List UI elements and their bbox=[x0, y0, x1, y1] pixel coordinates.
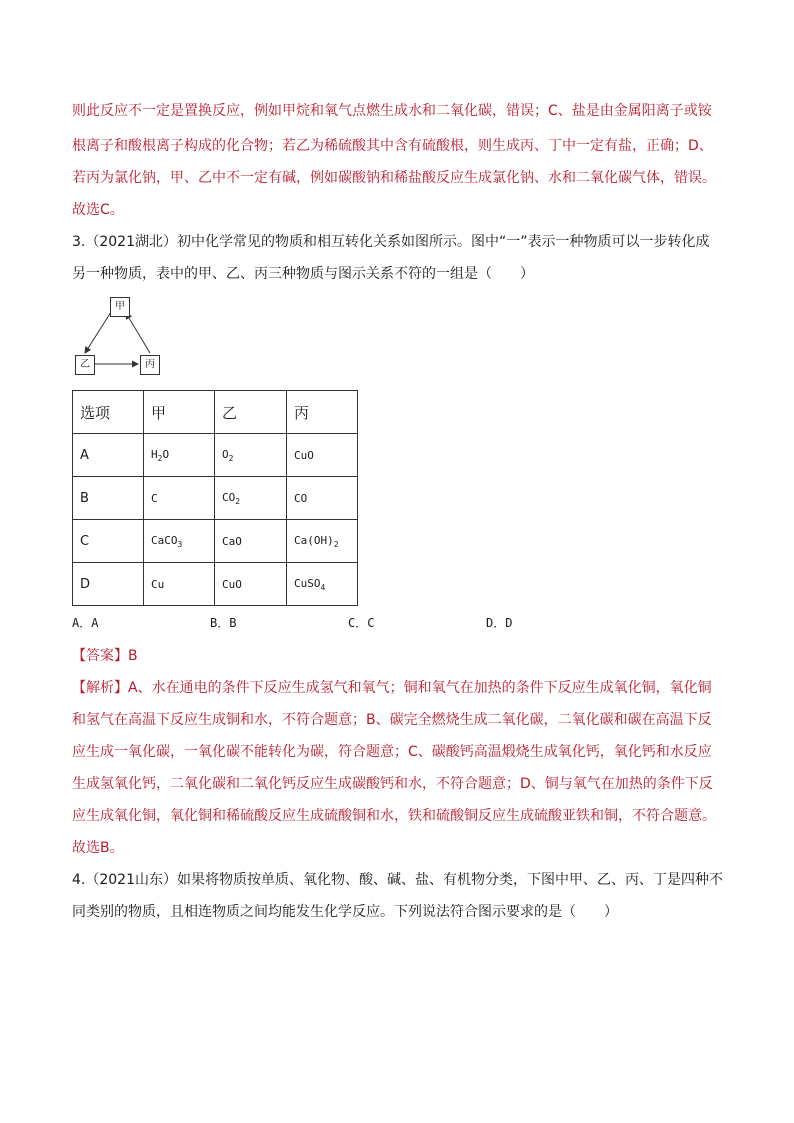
cell-jia bbox=[144, 520, 215, 563]
diagram-node-yi: 乙 bbox=[75, 355, 95, 375]
table-row bbox=[73, 477, 358, 520]
options-table bbox=[72, 390, 358, 606]
cell-jia bbox=[144, 477, 215, 520]
question3-stem-line-1: 3.（2021湖北）初中化学常见的物质和相互转化关系如图所示。图中“一”表示一种物质可以一步转化成 bbox=[72, 234, 710, 250]
question4-stem-line-1: 4.（2021山东）如果将物质按单质、氧化物、酸、碱、盐、有机物分类，下图中甲、乙、丙、丁是四种不 bbox=[72, 872, 723, 888]
answer-value: B bbox=[128, 648, 138, 664]
cell-jia bbox=[144, 434, 215, 477]
analysis-line-3: 应生成一氧化碳，一氧化碳不能转化为碳，符合题意；C、碳酸钙高温煅烧生成氧化钙，氧化钙和水反应 bbox=[72, 744, 712, 760]
cell-bing bbox=[287, 520, 358, 563]
choice-b: B．B bbox=[210, 616, 237, 630]
choice-d: D．D bbox=[486, 616, 513, 630]
answer-line bbox=[72, 646, 138, 666]
prev-explanation-line-2: 根离子和酸根离子构成的化合物；若乙为稀硫酸其中含有硫酸根，则生成丙、丁中一定有盐，正确；D、 bbox=[72, 138, 713, 154]
formula: CaO bbox=[222, 534, 242, 548]
diagram-node-bing: 丙 bbox=[140, 355, 160, 375]
cell-option: D bbox=[73, 563, 144, 606]
analysis-line-2: 和氢气在高温下反应生成铜和水，不符合题意；B、碳完全燃烧生成二氧化碳，二氧化碳和碳在高温下反 bbox=[72, 712, 712, 728]
prev-explanation-line-1: 则此反应不一定是置换反应，例如甲烷和氧气点燃生成水和二氧化碳，错误；C、盐是由金属阳离子或铵 bbox=[72, 103, 712, 119]
analysis-line-1 bbox=[72, 678, 712, 698]
cell-yi bbox=[215, 434, 287, 477]
cell-option: B bbox=[73, 477, 144, 520]
analysis-label: 【解析】 bbox=[72, 680, 128, 696]
formula: $H_2O$ bbox=[151, 447, 170, 464]
header-yi: 乙 bbox=[215, 391, 287, 434]
header-option: 选项 bbox=[73, 391, 144, 434]
analysis-line-4: 生成氢氧化钙，二氧化碳和二氧化钙反应生成碳酸钙和水，不符合题意；D、铜与氧气在加热的条件下反 bbox=[72, 776, 713, 792]
question4-stem-line-2: 同类别的物质，且相连物质之间均能发生化学反应。下列说法符合图示要求的是（ ） bbox=[72, 904, 618, 920]
formula: CuO bbox=[222, 577, 242, 591]
formula: CO bbox=[294, 491, 308, 505]
analysis-line-6: 故选B。 bbox=[72, 840, 124, 856]
analysis-line-5: 应生成氧化铜，氧化铜和稀硫酸反应生成硫酸铜和水，铁和硫酸铜反应生成硫酸亚铁和铜，不符合题意。 bbox=[72, 808, 716, 824]
formula: $Ca(OH)_2$ bbox=[294, 533, 339, 550]
formula: $CO_2$ bbox=[222, 490, 241, 507]
formula: $O_2$ bbox=[222, 447, 234, 464]
arrow-jia-to-yi bbox=[85, 312, 111, 353]
answer-label: 【答案】 bbox=[72, 648, 128, 664]
formula: C bbox=[151, 491, 158, 505]
cell-yi bbox=[215, 477, 287, 520]
arrow-bing-to-jia bbox=[126, 313, 150, 353]
choice-c: C．C bbox=[348, 616, 375, 630]
table-row bbox=[73, 520, 358, 563]
question3-stem-line-2: 另一种物质，表中的甲、乙、丙三种物质与图示关系不符的一组是（ ） bbox=[72, 266, 534, 282]
analysis-text: A、水在通电的条件下反应生成氢气和氧气；铜和氧气在加热的条件下反应生成氧化铜，氧化铜 bbox=[128, 680, 712, 696]
prev-explanation-line-4: 故选C。 bbox=[72, 202, 124, 218]
cell-option: A bbox=[73, 434, 144, 477]
header-bing: 丙 bbox=[287, 391, 358, 434]
choice-a: A．A bbox=[72, 616, 99, 630]
cell-yi bbox=[215, 520, 287, 563]
formula: Cu bbox=[151, 577, 165, 591]
prev-explanation-line-3: 若丙为氯化钠，甲、乙中不一定有碱，例如碳酸钠和稀盐酸反应生成氯化钠、水和二氧化碳气体，错误。 bbox=[72, 170, 716, 186]
cell-bing bbox=[287, 563, 358, 606]
header-jia: 甲 bbox=[144, 391, 215, 434]
diagram-node-jia: 甲 bbox=[110, 297, 130, 317]
formula: CuO bbox=[294, 448, 314, 462]
table-row bbox=[73, 563, 358, 606]
table-row bbox=[73, 434, 358, 477]
formula: CuSO$_4$ bbox=[294, 576, 326, 593]
cell-option: C bbox=[73, 520, 144, 563]
cell-bing bbox=[287, 434, 358, 477]
formula: CaCO$_3$ bbox=[151, 533, 183, 550]
cell-jia bbox=[144, 563, 215, 606]
cell-bing bbox=[287, 477, 358, 520]
cell-yi bbox=[215, 563, 287, 606]
table-header-row bbox=[73, 391, 358, 434]
